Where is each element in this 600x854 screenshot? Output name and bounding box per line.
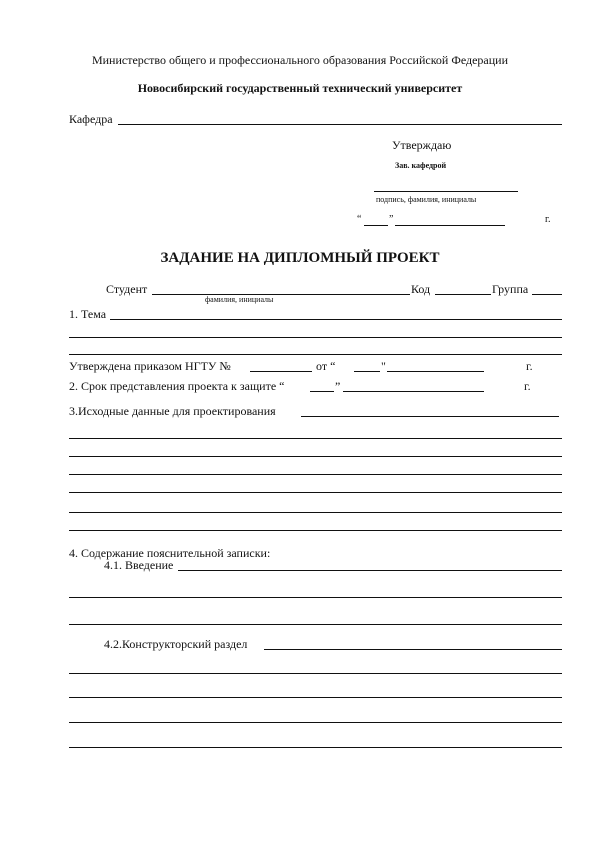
intro-line-1 [178,570,562,571]
deadline-close-quote: ” [335,379,341,393]
approval-day-line [364,225,388,226]
approval-date-open-quote: “ [357,214,362,225]
design-line-4 [69,722,562,723]
approval-year-suffix: г. [545,214,551,225]
code-label: Код [411,282,431,296]
initial-data-line-3 [69,456,562,457]
order-from-label: от “ [316,359,336,373]
intro-line-3 [69,624,562,625]
design-line-2 [69,673,562,674]
initial-data-line-7 [69,530,562,531]
ministry-line: Министерство общего и профессионального образования Российской Федерации [91,53,509,67]
deadline-label: 2. Срок представления проекта к защите “ [69,379,285,393]
code-line [435,294,491,295]
intro-line-2 [69,597,562,598]
design-line-1 [264,649,562,650]
name-caption: фамилия, инициалы [205,295,274,304]
topic-label: 1. Тема [69,307,107,321]
order-label: Утверждена приказом НГТУ № [69,359,231,373]
head-of-department-label: Зав. кафедрой [395,161,447,170]
order-month-line [387,371,484,372]
group-label: Группа [492,282,529,296]
order-year-label: г. [526,359,533,373]
deadline-day-line [310,391,334,392]
design-section-label: 4.2.Конструкторский раздел [104,637,248,651]
order-day-line [354,371,380,372]
initial-data-label: 3.Исходные данные для проектирования [69,404,276,418]
initial-data-line-2 [69,438,562,439]
initial-data-line-5 [69,492,562,493]
signature-caption: подпись, фамилия, инициалы [376,195,477,204]
initial-data-line-6 [69,512,562,513]
design-line-5 [69,747,562,748]
initial-data-line-4 [69,474,562,475]
group-line [532,294,562,295]
university-name: Новосибирский государственный технический университет [137,81,463,95]
document-title: ЗАДАНИЕ НА ДИПЛОМНЫЙ ПРОЕКТ [160,250,440,266]
topic-line-1 [110,319,562,320]
student-label: Студент [106,282,148,296]
deadline-month-line [343,391,484,392]
student-name-line [152,294,410,295]
approval-date-close-quote: ” [389,214,394,225]
department-field-line [118,124,562,125]
signature-line [374,191,518,192]
design-line-3 [69,697,562,698]
order-number-line [250,371,312,372]
topic-line-3 [69,354,562,355]
contents-label: 4. Содержание пояснительной записки: [69,546,271,560]
order-close-quote: " [381,359,386,373]
topic-line-2 [69,337,562,338]
deadline-year-label: г. [524,379,531,393]
intro-label: 4.1. Введение [104,558,174,572]
approval-month-line [395,225,505,226]
approve-label: Утверждаю [392,138,452,152]
initial-data-line-1 [301,416,559,417]
department-label: Кафедра [69,112,113,126]
